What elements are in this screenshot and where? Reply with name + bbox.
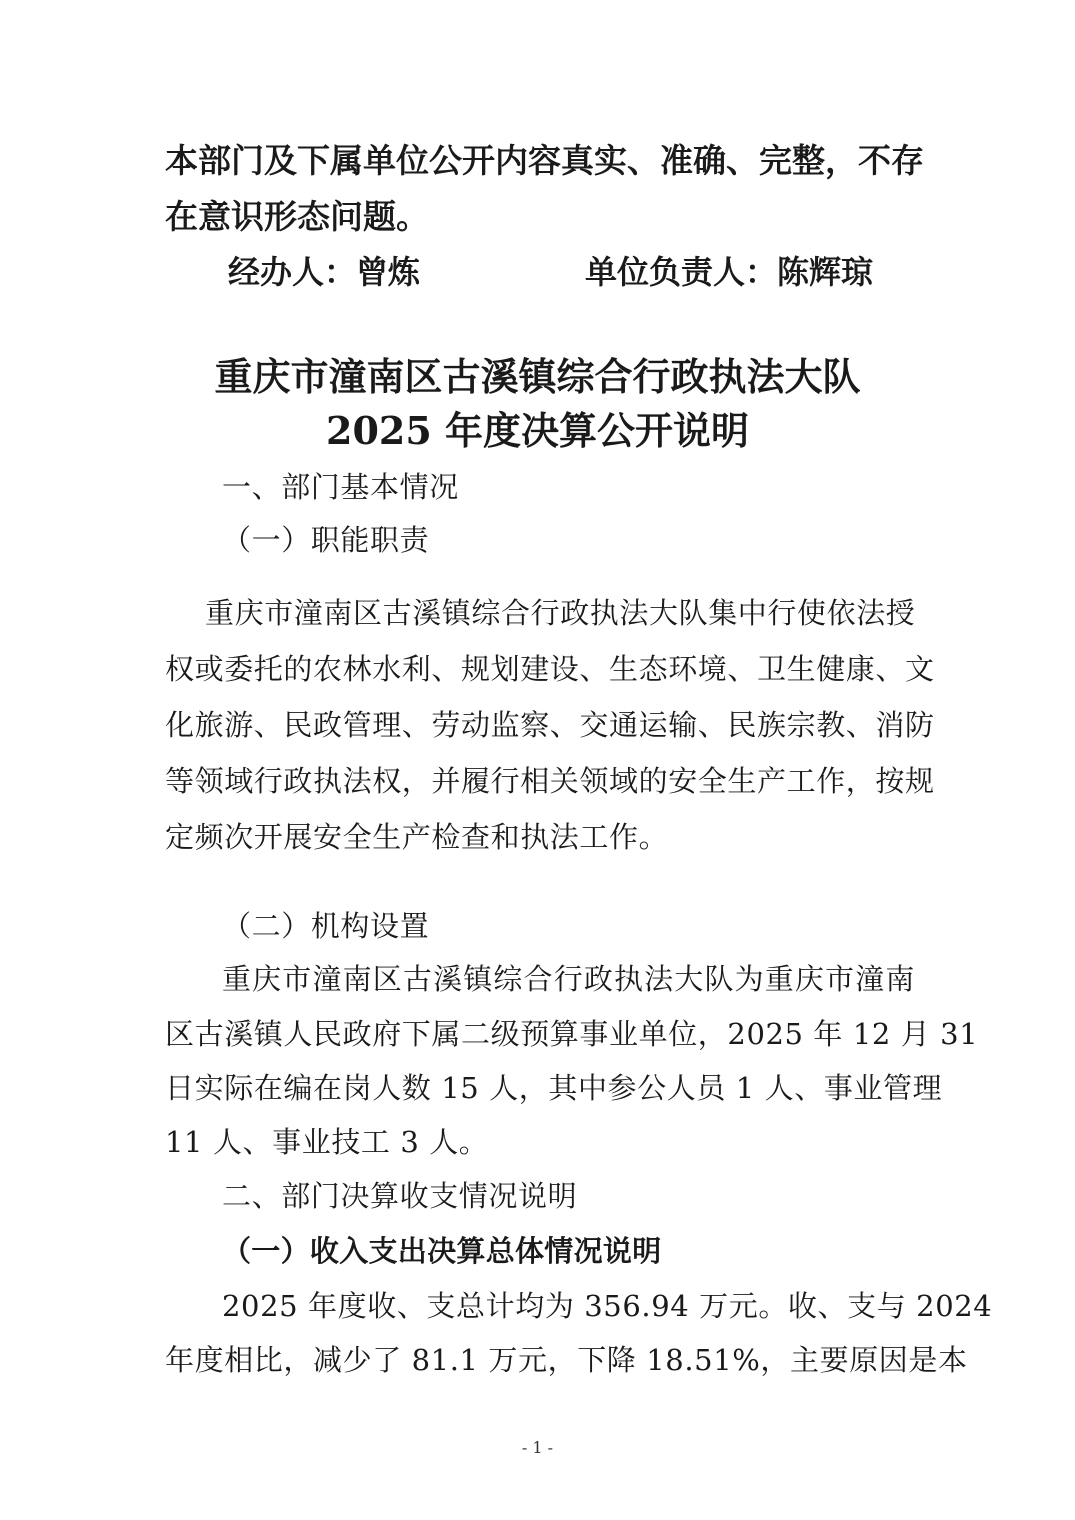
subsection-heading-organization: （二）机构设置 <box>222 909 430 943</box>
functions-paragraph-line: 权或委托的农林水利、规划建设、生态环境、卫生健康、文 <box>165 652 935 686</box>
organization-paragraph-line: 区古溪镇人民政府下属二级预算事业单位，2025 年 12 月 31 <box>165 1017 979 1051</box>
organization-paragraph-line: 11 人、事业技工 3 人。 <box>165 1125 489 1159</box>
section-heading-budget: 二、部门决算收支情况说明 <box>222 1179 578 1213</box>
subsection-heading-functions: （一）职能职责 <box>222 523 430 557</box>
overall-paragraph-line: 年度相比，减少了 81.1 万元，下降 18.51%，主要原因是本 <box>165 1343 968 1377</box>
declaration-line-2: 在意识形态问题。 <box>165 197 429 236</box>
organization-paragraph-line: 重庆市潼南区古溪镇综合行政执法大队为重庆市潼南 <box>222 962 915 996</box>
page-number: - 1 - <box>521 1438 554 1457</box>
section-heading-basic-info: 一、部门基本情况 <box>222 470 459 504</box>
functions-paragraph-line: 化旅游、民政管理、劳动监察、交通运输、民族宗教、消防 <box>165 708 935 742</box>
subsection-heading-overall: （一）收入支出决算总体情况说明 <box>222 1234 662 1268</box>
functions-paragraph-line: 等领域行政执法权，并履行相关领域的安全生产工作，按规 <box>165 764 935 798</box>
handler-signature: 经办人：曾炼 <box>228 253 421 291</box>
document-title-line-1: 重庆市潼南区古溪镇综合行政执法大队 <box>214 354 861 399</box>
unit-head-signature: 单位负责人：陈辉琼 <box>585 253 874 291</box>
document-title-line-2: 2025 年度决算公开说明 <box>326 408 749 453</box>
functions-paragraph-line: 重庆市潼南区古溪镇综合行政执法大队集中行使依法授 <box>205 596 916 630</box>
declaration-line-1: 本部门及下属单位公开内容真实、准确、完整，不存 <box>165 141 924 180</box>
functions-paragraph-line: 定频次开展安全生产检查和执法工作。 <box>165 820 669 854</box>
organization-paragraph-line: 日实际在编在岗人数 15 人，其中参公人员 1 人、事业管理 <box>165 1071 943 1105</box>
overall-paragraph-line: 2025 年度收、支总计均为 356.94 万元。收、支与 2024 <box>222 1289 993 1323</box>
